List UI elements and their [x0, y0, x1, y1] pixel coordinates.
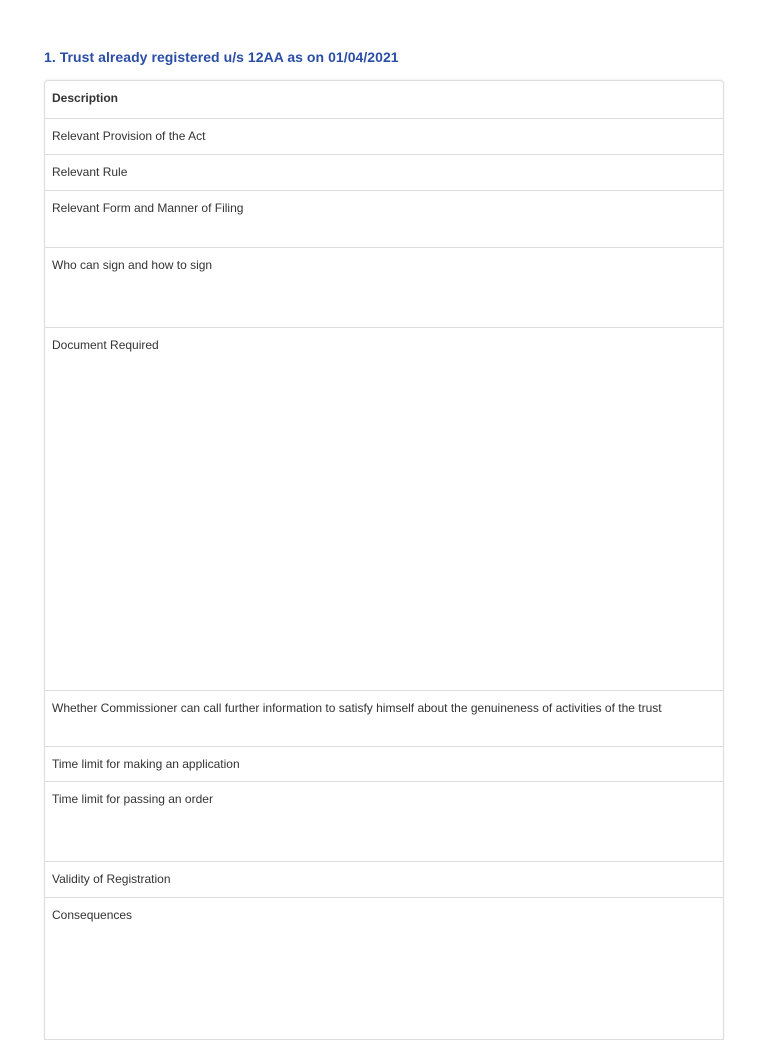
table-row-document-required: Document Required	[45, 327, 723, 690]
table-row-time-limit-order: Time limit for passing an order	[45, 781, 723, 861]
section-title: 1. Trust already registered u/s 12AA as on 01/04/2021	[44, 49, 399, 65]
table-row-relevant-provision: Relevant Provision of the Act	[45, 118, 723, 154]
table-row-validity: Validity of Registration	[45, 861, 723, 897]
table-row-consequences: Consequences	[45, 897, 723, 1040]
description-table	[44, 80, 724, 1040]
table-row-relevant-rule: Relevant Rule	[45, 154, 723, 190]
table-row-time-limit-application: Time limit for making an application	[45, 746, 723, 781]
table-row-relevant-form: Relevant Form and Manner of Filing	[45, 190, 723, 247]
table-row-who-can-sign: Who can sign and how to sign	[45, 247, 723, 327]
table-header-description: Description	[52, 91, 119, 105]
table-row-commissioner-further-info: Whether Commissioner can call further information to satisfy himself about the genuineness of activities of the trust	[45, 690, 723, 746]
